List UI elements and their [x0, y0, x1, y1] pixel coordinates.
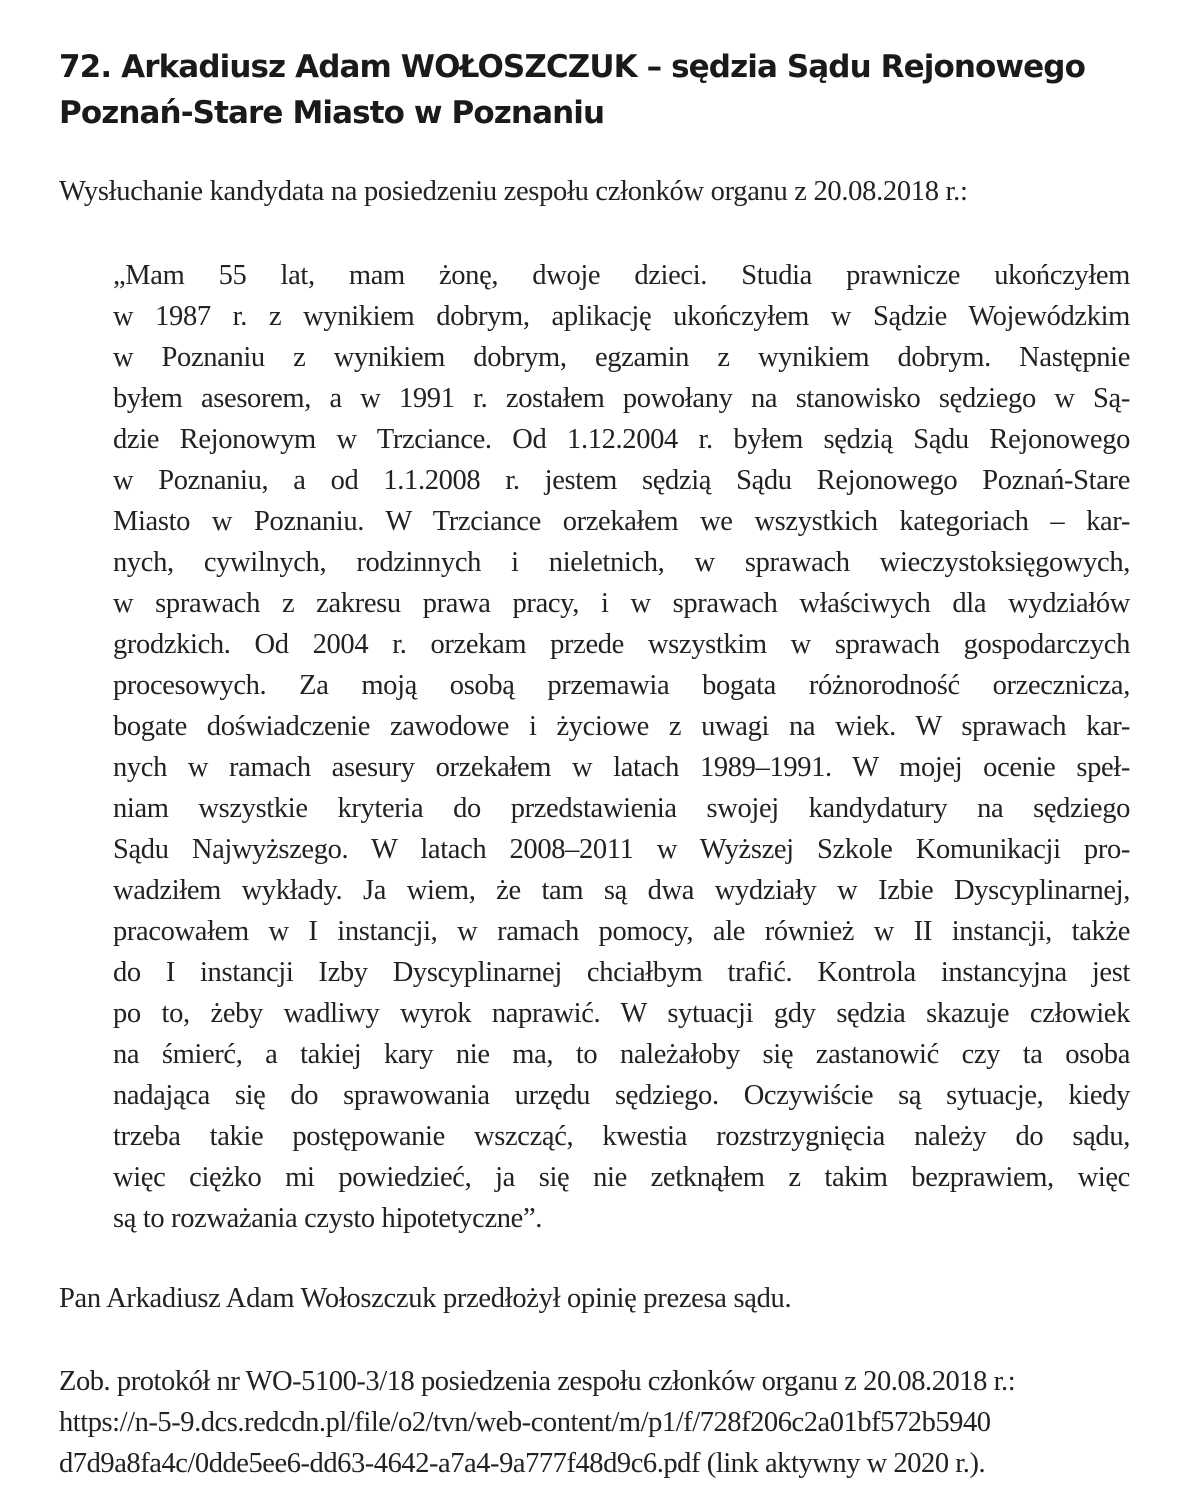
- quote-line: trzeba takie postępowanie wszcząć, kwestia rozstrzygnięcia należy do sądu,: [113, 1121, 1130, 1152]
- quote-line: na śmierć, a takiej kary nie ma, to należałoby się zastanowić czy ta osoba: [113, 1039, 1130, 1070]
- quote-line: w Poznaniu z wynikiem dobrym, egzamin z wynikiem dobrym. Następnie: [113, 342, 1130, 373]
- quote-line: pracowałem w I instancji, w ramach pomocy, ale również w II instancji, także: [113, 916, 1130, 947]
- candidate-statement-quote: [113, 255, 1130, 1239]
- quote-line: bogate doświadczenie zawodowe i życiowe z uwagi na wiek. W sprawach kar-: [113, 711, 1130, 742]
- quote-line: więc ciężko mi powiedzieć, ja się nie zetknąłem z takim bezprawiem, więc: [113, 1162, 1130, 1193]
- quote-line: są to rozważania czysto hipotetyczne”.: [113, 1203, 543, 1234]
- quote-line: w Poznaniu, a od 1.1.2008 r. jestem sędzią Sądu Rejonowego Poznań-Stare: [113, 465, 1130, 496]
- quote-line: w sprawach z zakresu prawa pracy, i w sprawach właściwych dla wydziałów: [113, 588, 1130, 619]
- quote-line: nadająca się do sprawowania urzędu sędziego. Oczywiście są sytuacje, kiedy: [113, 1080, 1130, 1111]
- quote-line: nych, cywilnych, rodzinnych i nieletnich, w sprawach wieczystoksięgowych,: [113, 547, 1130, 578]
- hearing-intro: Wysłuchanie kandydata na posiedzeniu zespołu członków organu z 20.08.2018 r.:: [59, 176, 968, 207]
- quote-line: procesowych. Za moją osobą przemawia bogata różnorodność orzecznicza,: [113, 670, 1130, 701]
- quote-line: wadziłem wykłady. Ja wiem, że tam są dwa wydziały w Izbie Dyscyplinarnej,: [113, 875, 1130, 906]
- quote-line: dzie Rejonowym w Trzciance. Od 1.12.2004 r. byłem sędzią Sądu Rejonowego: [113, 424, 1130, 455]
- quote-line: Sądu Najwyższego. W latach 2008–2011 w Wyższej Szkole Komunikacji pro-: [113, 834, 1130, 865]
- section-heading: [59, 44, 1139, 136]
- quote-line: „Mam 55 lat, mam żonę, dwoje dzieci. Studia prawnicze ukończyłem: [113, 260, 1130, 291]
- submitted-opinion-note: Pan Arkadiusz Adam Wołoszczuk przedłożył opinię prezesa sądu.: [59, 1283, 792, 1314]
- quote-line: byłem asesorem, a w 1991 r. zostałem powołany na stanowisko sędziego w Są-: [113, 383, 1130, 414]
- reference-line: Zob. protokół nr WO-5100-3/18 posiedzenia zespołu członków organu z 20.08.2018 r.:: [59, 1366, 1016, 1397]
- quote-line: grodzkich. Od 2004 r. orzekam przede wszystkim w sprawach gospodarczych: [113, 629, 1130, 660]
- quote-line: niam wszystkie kryteria do przedstawienia swojej kandydatury na sędziego: [113, 793, 1130, 824]
- heading-line-1: 72. Arkadiusz Adam WOŁOSZCZUK – sędzia Sądu Rejonowego: [59, 49, 1085, 85]
- protocol-reference: [59, 1361, 1184, 1484]
- quote-line: nych w ramach asesury orzekałem w latach 1989–1991. W mojej ocenie speł-: [113, 752, 1130, 783]
- quote-line: w 1987 r. z wynikiem dobrym, aplikację ukończyłem w Sądzie Wojewódzkim: [113, 301, 1130, 332]
- quote-line: Miasto w Poznaniu. W Trzciance orzekałem we wszystkich kategoriach – kar-: [113, 506, 1130, 537]
- reference-url-line[interactable]: https://n-5-9.dcs.redcdn.pl/file/o2/tvn/web-content/m/p1/f/728f206c2a01bf572b5940: [59, 1407, 991, 1438]
- reference-url-line[interactable]: d7d9a8fa4c/0dde5ee6-dd63-4642-a7a4-9a777f48d9c6.pdf (link aktywny w 2020 r.).: [59, 1448, 986, 1479]
- heading-line-2: Poznań-Stare Miasto w Poznaniu: [59, 95, 605, 131]
- quote-line: do I instancji Izby Dyscyplinarnej chciałbym trafić. Kontrola instancyjna jest: [113, 957, 1130, 988]
- quote-line: po to, żeby wadliwy wyrok naprawić. W sytuacji gdy sędzia skazuje człowiek: [113, 998, 1130, 1029]
